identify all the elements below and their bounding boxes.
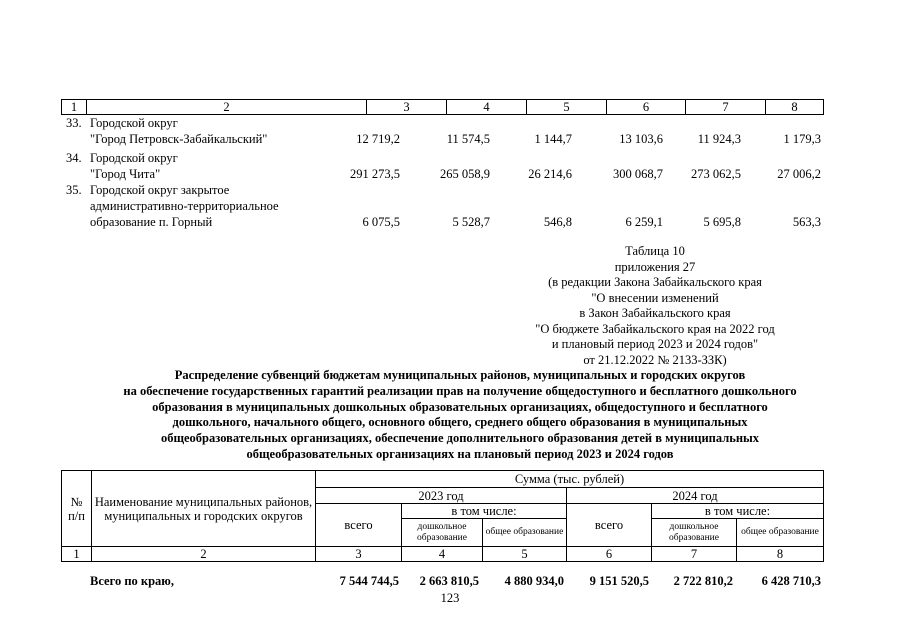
total-value-cell: 9 151 520,5 [589,574,649,588]
header-including-2024: в том числе: [652,504,824,519]
value-cell: 6 259,1 [625,215,663,229]
value-cell: 300 068,7 [613,167,663,181]
annex-line: Таблица 10 [625,244,685,258]
annex-line: (в редакции Закона Забайкальского края [548,275,762,289]
col-number-1: 1 [62,547,92,562]
annex-note [500,244,810,368]
total-value-cell: 2 722 810,2 [673,574,733,588]
annex-line: и плановый период 2023 и 2024 годов" [551,337,759,351]
title-line: общеобразовательных организациях, обеспечение дополнительного образования детей в муниципальных [160,431,760,446]
header-sum: Сумма (тыс. рублей) [316,471,824,488]
strip-col-3: 3 [367,100,447,115]
header-including-2023: в том числе: [402,504,567,519]
value-cell: 13 103,6 [619,132,663,146]
row-33-values [61,131,823,147]
value-cell: 291 273,5 [350,167,400,181]
annex-line: от 21.12.2022 № 2133-ЗЗК) [583,352,727,367]
value-cell: 5 695,8 [703,215,741,229]
value-cell: 265 058,9 [440,167,490,181]
header-total-2024: всего [567,504,652,547]
row-35-name-line2: административно-территориальное [90,199,279,213]
annex-line: приложения 27 [614,259,696,274]
title-line: дошкольного, начального общего, основного общего, среднего общего образования в муниципальных [172,415,748,430]
strip-col-8: 8 [766,100,824,115]
total-label: Всего по краю, [90,574,174,588]
document-title [40,368,880,463]
value-cell: 27 006,2 [777,167,821,181]
col-number-8: 8 [737,547,824,562]
value-cell: 1 144,7 [534,132,572,146]
continuation-header-row [61,99,824,115]
title-line: образования в муниципальных дошкольных образовательных организациях, общедоступного и бесплатного [152,399,768,414]
value-cell: 6 075,5 [362,215,400,229]
strip-col-6: 6 [607,100,686,115]
header-total-2023: всего [316,504,402,547]
value-cell: 563,3 [792,215,821,229]
col-number-2: 2 [92,547,316,562]
col-number-3: 3 [316,547,402,562]
row-33-name-line1: Городской округ [90,116,178,130]
page-number: 123 [440,591,460,605]
value-cell: 546,8 [543,215,572,229]
row-33-name-line2: "Город Петровск-Забайкальский" [90,132,268,146]
value-cell: 273 062,5 [691,167,741,181]
total-value-cell: 6 428 710,3 [761,574,821,588]
total-values [61,573,823,589]
total-value-cell: 7 544 744,5 [339,574,399,588]
header-year-2023: 2023 год [316,488,567,504]
strip-col-4: 4 [447,100,527,115]
col-number-5: 5 [483,547,567,562]
row-35-number: 35. [66,183,82,197]
strip-col-2: 2 [87,100,367,115]
strip-col-1: 1 [62,100,87,115]
row-34-values [61,166,823,182]
total-value-cell: 4 880 934,0 [504,574,564,588]
header-number: № п/п [62,471,92,547]
distribution-table-header [61,470,824,562]
annex-line: "О бюджете Забайкальского края на 2022 год [535,321,775,336]
header-preschool-2023: дошкольное образование [402,519,483,547]
value-cell: 26 214,6 [528,167,572,181]
header-name: Наименование муниципальных районов, муниципальных и городских округов [92,471,316,547]
value-cell: 12 719,2 [356,132,400,146]
value-cell: 11 574,5 [446,132,490,146]
value-cell: 11 924,3 [697,132,741,146]
value-cell: 5 528,7 [452,215,490,229]
annex-line: "О внесении изменений [591,290,719,305]
row-35-values [61,214,823,230]
header-year-2024: 2024 год [567,488,824,504]
row-33-number: 33. [66,116,82,130]
value-cell: 1 179,3 [783,132,821,146]
row-34-name-line1: Городской округ [90,151,178,165]
col-number-6: 6 [567,547,652,562]
title-line: Распределение субвенций бюджетам муниципальных районов, муниципальных и городских округов [174,368,746,382]
annex-line: в Закон Забайкальского края [579,306,731,320]
title-line: на обеспечение государственных гарантий реализации прав на получение общедоступного и бесплатного дошкольного [123,383,797,398]
row-34-number: 34. [66,151,82,165]
total-value-cell: 2 663 810,5 [419,574,479,588]
row-35-name-line3: образование п. Горный [90,215,213,229]
col-number-7: 7 [652,547,737,562]
strip-col-5: 5 [527,100,607,115]
header-preschool-2024: дошкольное образование [652,519,737,547]
header-general-2024: общее образование [737,519,824,547]
col-number-4: 4 [402,547,483,562]
row-34-name-line2: "Город Чита" [90,167,161,181]
header-general-2023: общее образование [483,519,567,547]
title-line: общеобразовательных организациях на плановый период 2023 и 2024 годов [246,446,674,461]
row-35-name-line1: Городской округ закрытое [90,183,230,197]
strip-col-7: 7 [686,100,766,115]
